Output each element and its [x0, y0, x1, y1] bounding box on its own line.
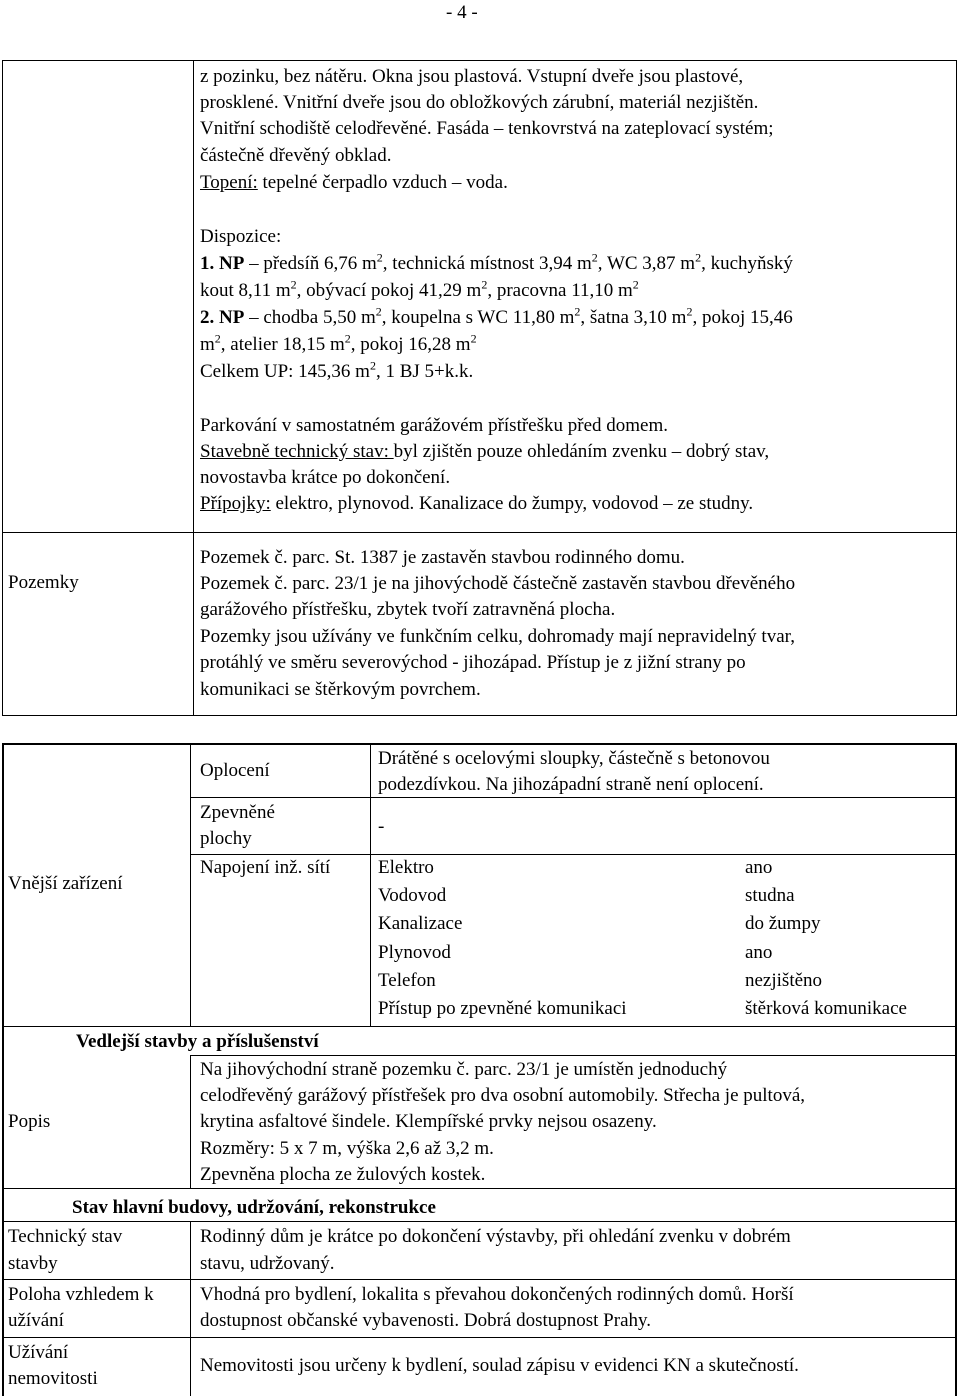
main-state-value: stavu, udržovaný.	[200, 1253, 335, 1274]
building-line-3: Vnitřní schodiště celodřevěné. Fasáda – tenkovrstvá na zateplovací systém;	[200, 118, 774, 139]
land-line-1: Pozemek č. parc. St. 1387 je zastavěn stavbou rodinného domu.	[200, 547, 685, 568]
connections-value: elektro, plynovod. Kanalizace do žumpy, vodovod – ze studny.	[270, 493, 754, 514]
tech-state-value: byl zjištěn pouze ohledáním zvenku – dobrý stav,	[393, 441, 770, 462]
total-line	[200, 359, 950, 385]
paved-value: -	[378, 816, 385, 837]
row-divider	[2, 1221, 957, 1222]
np2-text: , pokoj 15,46	[692, 307, 793, 328]
row-divider	[2, 1026, 957, 1027]
land-line-4: Pozemky jsou užívány ve funkčním celku, dohromady mají nepravidelný tvar,	[200, 626, 795, 647]
ancillary-line-5: Zpevněna plocha ze žulových kostek.	[200, 1164, 486, 1185]
paved-label-2: plochy	[200, 828, 252, 849]
building-line-1: z pozinku, bez nátěru. Okna jsou plastová. Vstupní dveře jsou plastové,	[200, 66, 744, 87]
np1-text: , technická místnost 3,94 m	[382, 253, 592, 274]
sup: 2	[591, 250, 598, 265]
connections-label: Přípojky:	[200, 493, 271, 514]
total-text: , 1 BJ 5+k.k.	[375, 361, 474, 382]
main-state-value: Nemovitosti jsou určeny k bydlení, soulad zápisu v evidenci KN a skutečností.	[200, 1355, 799, 1376]
sup: 2	[375, 304, 382, 319]
fence-label: Oplocení	[200, 760, 270, 781]
sup: 2	[632, 277, 639, 292]
utility-value: do žumpy	[745, 913, 821, 934]
ancillary-line-4: Rozměry: 5 x 7 m, výška 2,6 až 3,2 m.	[200, 1138, 494, 1159]
tech-state-line-2: novostavba krátce po dokončení.	[200, 467, 451, 488]
heating-line	[200, 170, 950, 196]
np1-text: , obývací pokoj 41,29 m	[296, 280, 482, 301]
utility-name: Vodovod	[378, 885, 447, 906]
main-state-label: Poloha vzhledem k	[8, 1284, 154, 1305]
building-line-2: prosklené. Vnitřní dveře jsou do obložkových zárubní, materiál nezjištěn.	[200, 92, 759, 113]
np2-text: , pokoj 16,28 m	[350, 334, 471, 355]
land-line-2: Pozemek č. parc. 23/1 je na jihovýchodě částečně zastavěn stavbou dřevěného	[200, 573, 796, 594]
main-state-heading: Stav hlavní budovy, udržování, rekonstrukce	[72, 1197, 436, 1218]
tech-state-line	[200, 439, 950, 465]
main-state-label: Užívání	[8, 1342, 69, 1363]
np2-label: 2. NP	[200, 307, 245, 328]
fence-value-1: Drátěné s ocelovými sloupky, částečně s betonovou	[378, 748, 770, 769]
np2-text: , koupelna s WC 11,80 m	[381, 307, 575, 328]
utility-value: ano	[745, 942, 773, 963]
ancillary-line-2: celodřevěný garážový přístřešek pro dva osobní automobily. Střecha je pultová,	[200, 1085, 806, 1106]
ancillary-line-1: Na jihovýchodní straně pozemku č. parc. 23/1 je umístěn jednoduchý	[200, 1059, 728, 1080]
total-text: Celkem UP: 145,36 m	[200, 361, 370, 382]
tech-state-label: Stavebně technický stav:	[200, 441, 394, 462]
row-divider	[2, 532, 957, 533]
utility-value: ano	[745, 857, 773, 878]
main-state-value: Vhodná pro bydlení, lokalita s převahou dokončených rodinných domů. Horší	[200, 1284, 794, 1305]
sup: 2	[344, 331, 351, 346]
np1-label: 1. NP	[200, 253, 245, 274]
np1-text: – předsíň 6,76 m	[244, 253, 377, 274]
np1-text: , kuchyňský	[701, 253, 793, 274]
np2-text: – chodba 5,50 m	[244, 307, 376, 328]
main-state-label: Technický stav	[8, 1226, 123, 1247]
utility-name: Telefon	[378, 970, 436, 991]
main-state-value: dostupnost občanské vybavenosti. Dobrá dostupnost Prahy.	[200, 1310, 652, 1331]
sup: 2	[376, 250, 383, 265]
np1-text: , WC 3,87 m	[597, 253, 696, 274]
utility-name: Plynovod	[378, 942, 451, 963]
utility-value: nezjištěno	[745, 970, 823, 991]
land-line-3: garážového přístřešku, zbytek tvoří zatravněná plocha.	[200, 599, 616, 620]
main-state-value: Rodinný dům je krátce po dokončení výstavby, při ohledání zvenku v dobrém	[200, 1226, 791, 1247]
np2-text: , šatna 3,10 m	[580, 307, 687, 328]
ancillary-line-3: krytina asfaltové šindele. Klempířské prvky nejsou osazeny.	[200, 1111, 657, 1132]
row-divider	[2, 1337, 957, 1338]
np2-text: m	[200, 334, 215, 355]
np2-text: , atelier 18,15 m	[220, 334, 345, 355]
sup: 2	[214, 331, 221, 346]
sup: 2	[695, 250, 702, 265]
heating-value: tepelné čerpadlo vzduch – voda.	[257, 172, 508, 193]
np1-text: , pracovna 11,10 m	[487, 280, 633, 301]
land-line-6: komunikaci se štěrkovým povrchem.	[200, 679, 481, 700]
paved-label-1: Zpevněné	[200, 802, 275, 823]
sup: 2	[481, 277, 488, 292]
ancillary-heading: Vedlejší stavby a příslušenství	[76, 1031, 319, 1052]
land-line-5: protáhlý ve směru severovýchod - jihozápad. Přístup je z jižní strany po	[200, 652, 746, 673]
land-label: Pozemky	[8, 572, 79, 593]
utility-name: Kanalizace	[378, 913, 463, 934]
sup: 2	[290, 277, 297, 292]
ancillary-label: Popis	[8, 1111, 51, 1132]
column-divider	[370, 743, 371, 1026]
connections-line	[200, 491, 950, 517]
disposition-label: Dispozice:	[200, 226, 282, 247]
utilities-label: Napojení inž. sítí	[200, 857, 331, 878]
np1-line-1	[200, 251, 950, 277]
np2-line-1	[200, 305, 950, 331]
main-state-label: stavby	[8, 1253, 58, 1274]
utility-name: Přístup po zpevněné komunikaci	[378, 998, 627, 1019]
utility-name: Elektro	[378, 857, 434, 878]
page-number: - 4 -	[446, 2, 478, 23]
main-state-label: nemovitosti	[8, 1368, 98, 1389]
external-label: Vnější zařízení	[8, 873, 123, 894]
fence-value-2: podezdívkou. Na jihozápadní straně není oplocení.	[378, 774, 764, 795]
sup: 2	[470, 331, 477, 346]
column-divider	[190, 1055, 191, 1188]
utility-value: štěrková komunikace	[745, 998, 907, 1019]
sup: 2	[574, 304, 581, 319]
parking-line: Parkování v samostatném garážovém přístřešku před domem.	[200, 415, 669, 436]
column-divider	[193, 61, 194, 715]
np1-line-2	[200, 278, 950, 304]
row-divider	[2, 1188, 957, 1189]
sup: 2	[686, 304, 693, 319]
row-divider	[2, 1279, 957, 1280]
column-divider	[190, 743, 191, 1026]
column-divider	[190, 1221, 191, 1396]
building-line-4: částečně dřevěný obklad.	[200, 145, 392, 166]
np2-line-2	[200, 332, 950, 358]
np1-text: kout 8,11 m	[200, 280, 291, 301]
utility-value: studna	[745, 885, 795, 906]
row-divider	[190, 1055, 955, 1056]
heating-label: Topení:	[200, 172, 258, 193]
main-state-label: užívání	[8, 1310, 64, 1331]
sup: 2	[369, 358, 376, 373]
